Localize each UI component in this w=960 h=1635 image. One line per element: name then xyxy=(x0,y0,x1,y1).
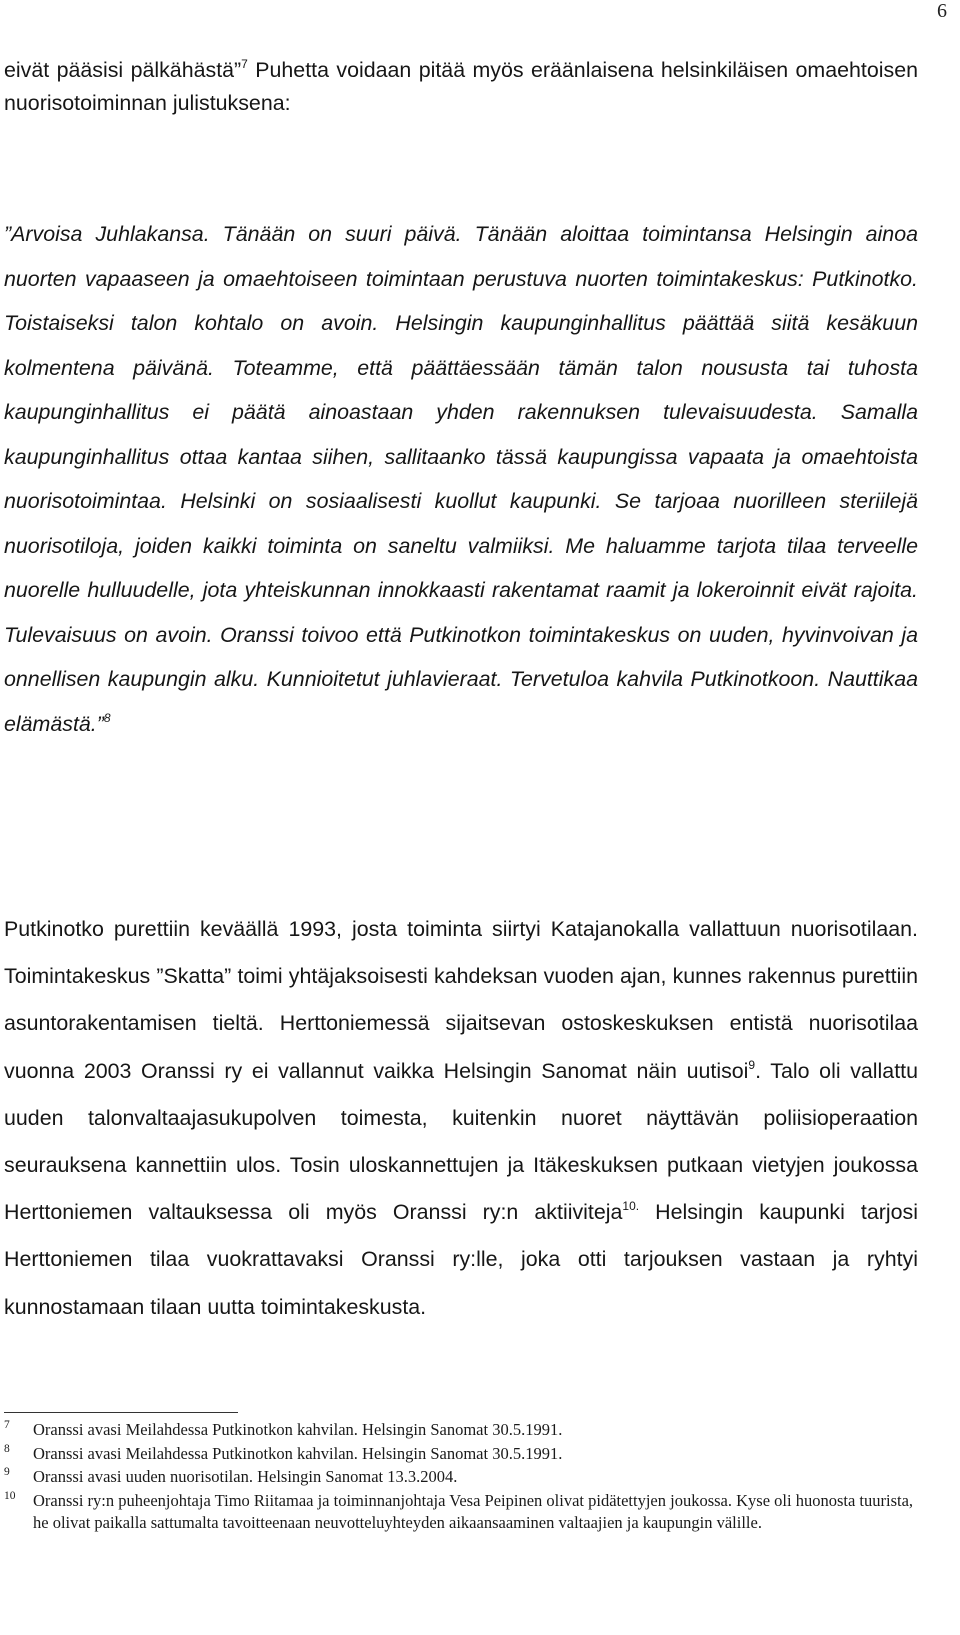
footnote-text: Oranssi ry:n puheenjohtaja Timo Riitamaa ja toiminnanjohtaja Vesa Peipinen olivat pidätettyjen joukossa. Kyse oli huonosta tuurista, he olivat paikalla sattumalta tavoitteenaan neuvotteluyhteyden aikaansaaminen valtaajien ja kaupungin välille. xyxy=(33,1490,914,1532)
footnote-ref-8[interactable]: 8 xyxy=(103,710,111,725)
quote-text: ”Arvoisa Juhlakansa. Tänään on suuri päivä. Tänään aloittaa toimintansa Helsingin ainoa nuorten vapaaseen ja omaehtoiseen toimintaan perustuva nuorten toimintakeskus: Putkinotko. Toistaiseksi talon kohtalo on avoin. Helsingin kaupunginhallitus päättää siitä kesäkuun kolmentena päivänä. Toteamme, että päättäessään tämän talon noususta tai tuhosta kaupunginhallitus ei päätä ainoastaan yhden rakennuksen tulevaisuudesta. Samalla kaupunginhallitus ottaa kantaa siihen, sallitaanko tässä kaupungissa vapaata ja omaehtoista nuorisotoimintaa. Helsinki on sosiaalisesti kuollut kaupunki. Se tarjoaa nuorilleen steriilejä nuorisotiloja, joiden kaikki toiminta on saneltu valmiiksi. Me haluamme tarjota tilaa terveelle nuorelle hulluudelle, jota yhteiskunnan innokkaasti rakentamat raamit ja lokeroinnit eivät rajoita. Tulevaisuus on avoin. Oranssi toivoo että Putkinotkon toimintakeskus on uuden, hyvinvoivan ja onnellisen kaupungin alku. Kunnioitetut juhlavieraat. Tervetuloa kahvila Putkinotkoon. Nauttikaa elämästä.” xyxy=(4,222,918,736)
footnote-text: Oranssi avasi Meilahdessa Putkinotkon kahvilan. Helsingin Sanomat 30.5.1991. xyxy=(33,1443,563,1463)
paragraph-history-part-1: Putkinotko purettiin keväällä 1993, josta toiminta siirtyi Katajanokalla vallattuun nuorisotilaan. Toimintakeskus ”Skatta” toimi yhtäjaksoisesti kahdeksan vuoden ajan, kunnes rakennus purettiin asuntorakentamisen tieltä. Herttoniemessä sijaitsevan ostoskeskuksen entistä nuorisotilaa vuonna 2003 Oranssi ry ei vallannut vaikka Helsingin Sanomat näin uutisoi xyxy=(4,917,918,1083)
page-number: 6 xyxy=(937,0,947,22)
footnote-item xyxy=(4,1419,919,1442)
footnote-item xyxy=(4,1443,919,1466)
footnote-number: 9 xyxy=(4,1466,10,1478)
footnote-ref-7[interactable]: 7 xyxy=(241,57,248,71)
paragraph-intro xyxy=(4,54,918,120)
quote-paragraph xyxy=(4,212,918,746)
footnote-item xyxy=(4,1490,919,1535)
paragraph-history-part-3: Helsingin kaupunki tarjosi Herttoniemen tilaa vuokrattavaksi Oranssi ry:lle, joka otti tarjouksen vastaan ja ryhtyi kunnostamaan tilaan uutta toimintakeskusta. xyxy=(4,1200,918,1319)
footnote-item xyxy=(4,1466,919,1489)
footnote-number: 10 xyxy=(4,1489,16,1502)
footnote-number: 8 xyxy=(4,1442,10,1455)
footnote-text: Oranssi avasi Meilahdessa Putkinotkon kahvilan. Helsingin Sanomat 30.5.1991. xyxy=(33,1420,563,1439)
footnote-number: 7 xyxy=(4,1419,10,1431)
footnote-ref-10[interactable]: 10. xyxy=(622,1199,640,1214)
footnote-divider xyxy=(4,1412,238,1413)
paragraph-history xyxy=(4,906,918,1331)
paragraph-history-part-2: . Talo oli vallattu uuden talonvaltaajasukupolven toimesta, kuitenkin nuoret näyttävän poliisioperaation seurauksena kannettiin ulos. Tosin uloskannettujen ja Itäkeskuksen putkaan vietyjen joukossa Herttoniemen valtauksessa oli myös Oranssi ry:n aktiiviteja xyxy=(4,1058,918,1225)
paragraph-intro-text-start: eivät pääsisi pälkähästä” xyxy=(4,58,242,82)
footnote-ref-9[interactable]: 9 xyxy=(748,1057,756,1072)
footnotes xyxy=(4,1418,919,1535)
paragraph-intro-text-end: Puhetta voidaan pitää myös eräänlaisena helsinkiläisen omaehtoisen nuorisotoiminnan julistuksena: xyxy=(4,58,918,115)
footnote-text: Oranssi avasi uuden nuorisotilan. Helsingin Sanomat 13.3.2004. xyxy=(33,1467,458,1486)
